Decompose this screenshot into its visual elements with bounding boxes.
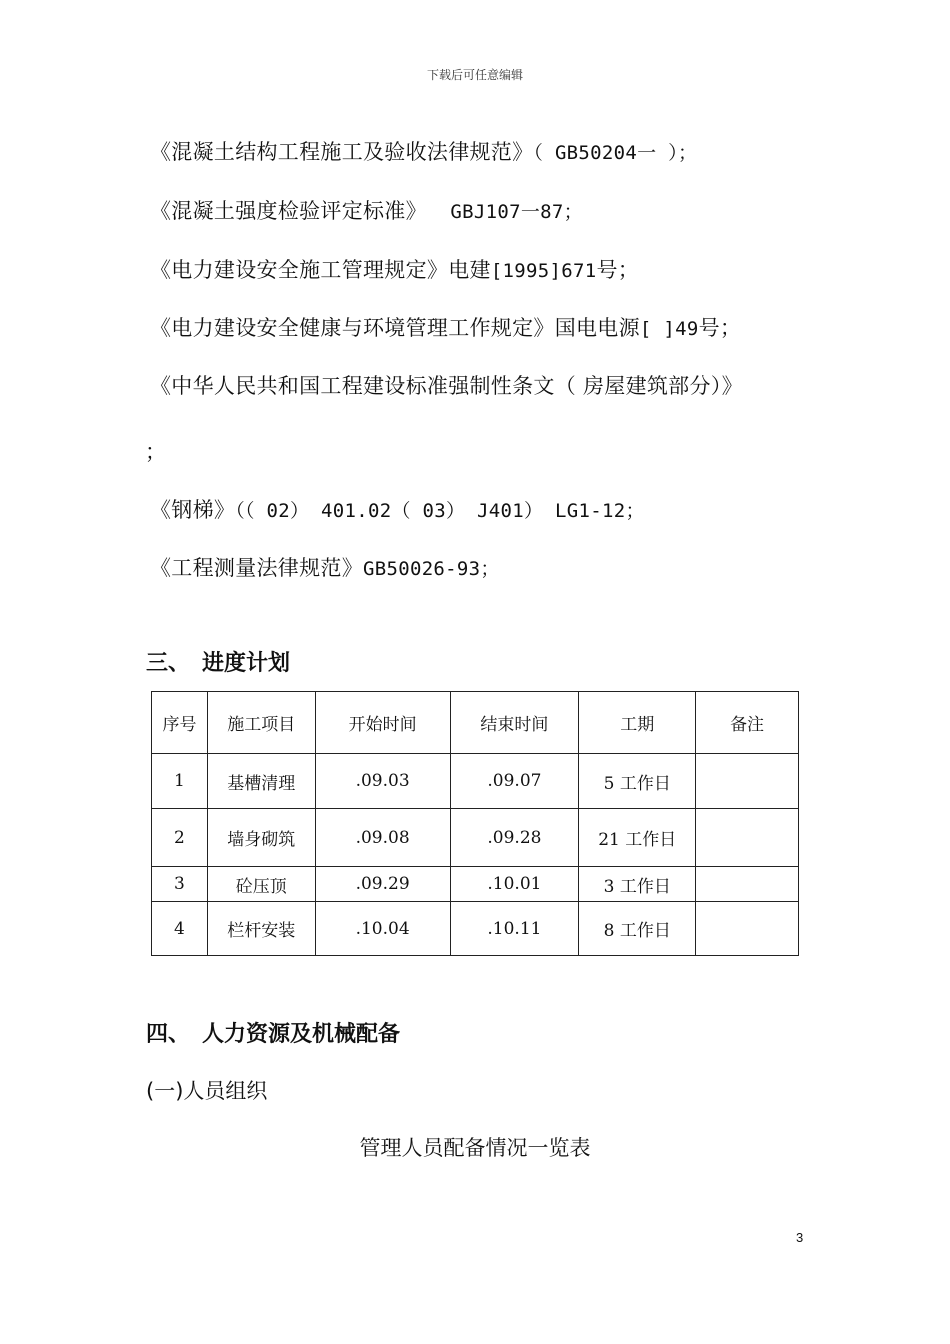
reference-suffix: 号； <box>596 258 640 282</box>
reference-code: [1995]671 <box>490 260 597 282</box>
cell-end: .09.07 <box>450 754 579 809</box>
section-title: 人力资源及机械配备 <box>202 1022 401 1047</box>
cell-index: 4 <box>152 902 208 956</box>
cell-item: 栏杆安装 <box>207 902 315 956</box>
cell-duration: 21 工作日 <box>579 809 696 867</box>
reference-line-1 <box>150 136 697 166</box>
reference-code: （ GB50204一 ）； <box>533 142 698 164</box>
table-row <box>152 902 799 956</box>
reference-code: [ ]49 <box>639 318 699 340</box>
cell-duration: 8 工作日 <box>579 902 696 956</box>
cell-end: .09.28 <box>450 809 579 867</box>
reference-text: ； <box>145 440 167 464</box>
cell-remarks <box>696 902 799 956</box>
cell-remarks <box>696 809 799 867</box>
reference-line-5-continuation <box>145 436 166 466</box>
section-heading-schedule <box>146 646 290 677</box>
header-cell-duration: 工期 <box>579 692 696 754</box>
cell-item: 砼压顶 <box>207 867 315 902</box>
cell-duration: 5 工作日 <box>579 754 696 809</box>
cell-end: .10.01 <box>450 867 579 902</box>
reference-line-3 <box>150 254 639 284</box>
section-number: 三、 <box>146 651 191 676</box>
cell-index: 3 <box>152 867 208 902</box>
reference-text: 《电力建设安全施工管理规定》电建 <box>150 258 491 282</box>
reference-code: GBJ107一87； <box>426 201 583 223</box>
reference-text: 《电力建设安全健康与环境管理工作规定》国电电源 <box>150 316 640 340</box>
cell-item: 基槽清理 <box>207 754 315 809</box>
cell-index: 1 <box>152 754 208 809</box>
cell-start: .10.04 <box>315 902 450 956</box>
reference-suffix: 号； <box>698 316 742 340</box>
section-title: 进度计划 <box>202 651 291 676</box>
cell-end: .10.11 <box>450 902 579 956</box>
header-cell-remarks: 备注 <box>696 692 799 754</box>
header-cell-item: 施工项目 <box>207 692 315 754</box>
table-row <box>152 809 799 867</box>
header-cell-index: 序号 <box>152 692 208 754</box>
cell-start: .09.08 <box>315 809 450 867</box>
reference-line-2 <box>150 195 583 225</box>
table-row <box>152 754 799 809</box>
header-note: 下载后可任意编辑 <box>426 68 523 82</box>
page-number: 3 <box>796 1230 804 1245</box>
section-heading-resources <box>146 1017 400 1048</box>
reference-line-5 <box>150 370 743 400</box>
cell-item: 墙身砌筑 <box>207 809 315 867</box>
cell-index: 2 <box>152 809 208 867</box>
cell-remarks <box>696 867 799 902</box>
header-cell-start: 开始时间 <box>315 692 450 754</box>
table-title: 管理人员配备情况一览表 <box>359 1136 591 1160</box>
subsection-heading-staff: (一)人员组织 <box>146 1079 268 1103</box>
header-cell-end: 结束时间 <box>450 692 579 754</box>
table-row <box>152 867 799 902</box>
reference-line-4 <box>150 312 741 342</box>
reference-text: 《混凝土结构工程施工及验收法律规范》 <box>150 140 534 164</box>
cell-start: .09.03 <box>315 754 450 809</box>
reference-text: 《工程测量法律规范》 <box>150 556 363 580</box>
reference-text: 《钢梯》 <box>150 498 236 522</box>
schedule-table <box>151 691 799 956</box>
section-number: 四、 <box>146 1022 191 1047</box>
cell-duration: 3 工作日 <box>579 867 696 902</box>
cell-start: .09.29 <box>315 867 450 902</box>
reference-text: 《混凝土强度检验评定标准》 <box>150 199 427 223</box>
reference-line-7 <box>150 552 500 582</box>
cell-remarks <box>696 754 799 809</box>
reference-line-6 <box>150 494 645 524</box>
reference-text: 《中华人民共和国工程建设标准强制性条文（ 房屋建筑部分）》 <box>150 374 743 398</box>
reference-code: （（ 02） 401.02（ 03） J401） LG1-12； <box>235 500 645 522</box>
reference-code: GB50026-93； <box>363 558 500 580</box>
table-header-row <box>152 692 799 754</box>
